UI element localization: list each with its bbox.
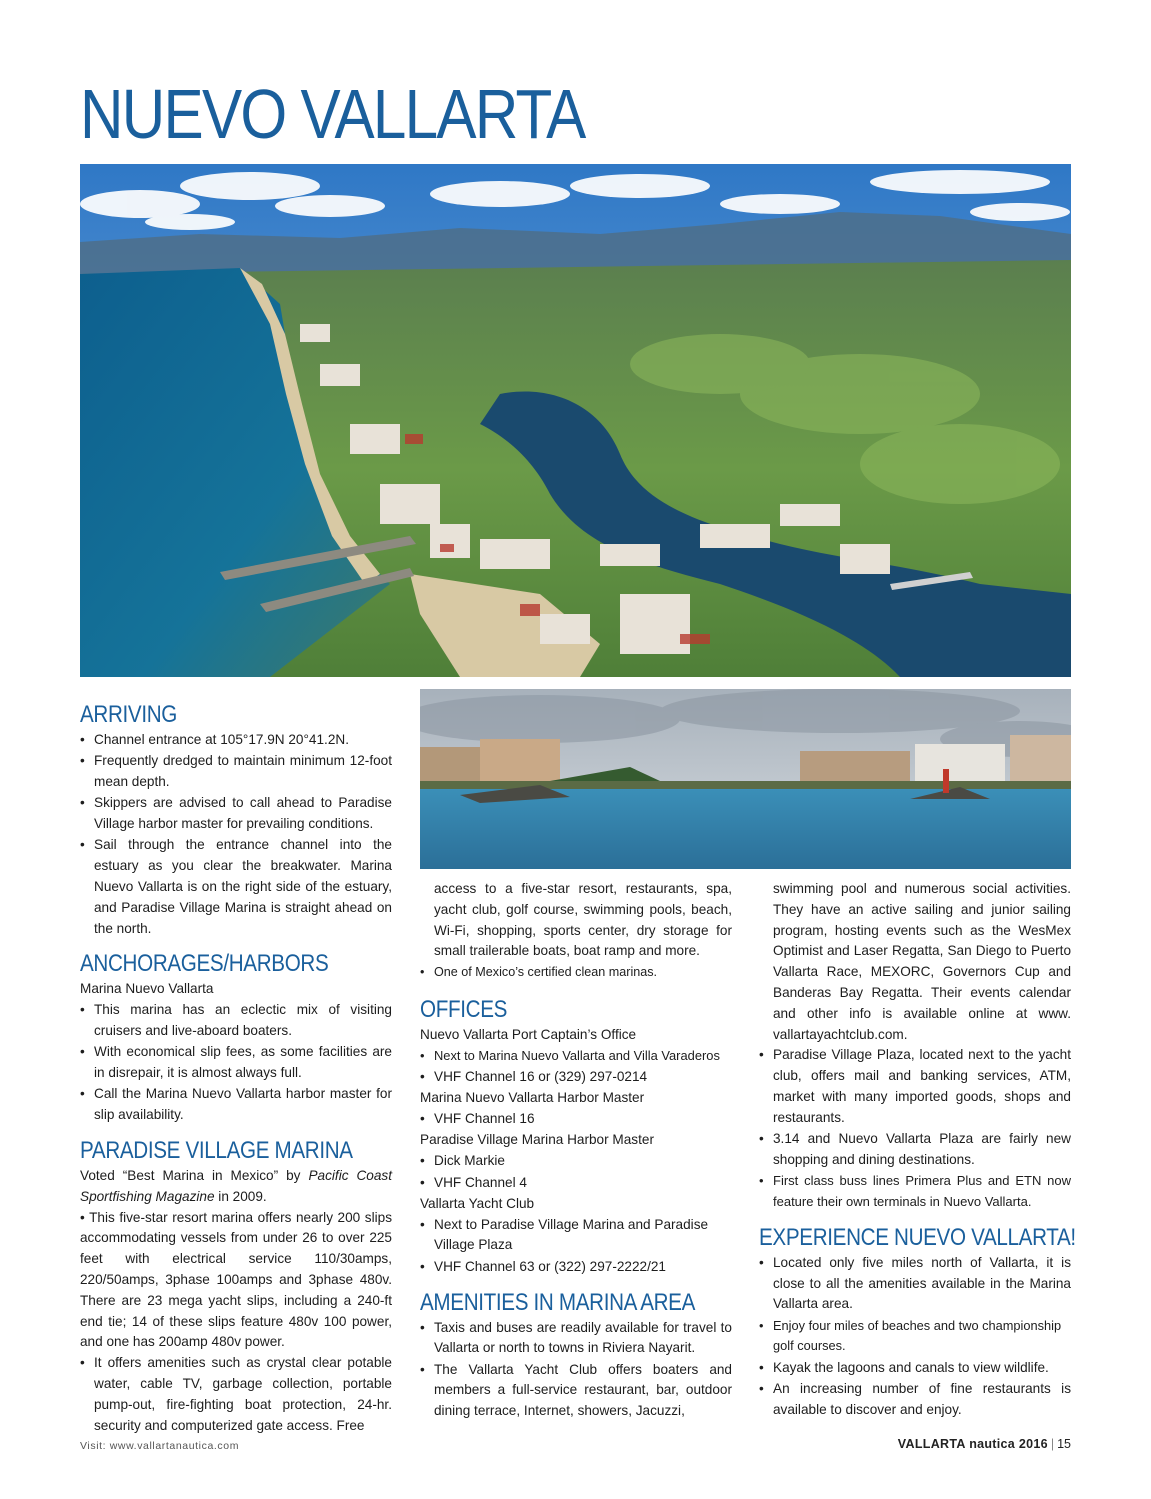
- page-title: NUEVO VALLARTA: [80, 75, 585, 153]
- page-number: 15: [1057, 1437, 1071, 1451]
- plaza-list: [759, 1045, 1071, 1212]
- port-captain-list: [420, 1046, 732, 1088]
- footer-website-link[interactable]: www.vallartanautica.com: [109, 1440, 240, 1452]
- section-heading-anchorages: ANCHORAGES/HARBORS: [80, 950, 329, 978]
- section-heading-paradise-village: PARADISE VILLAGE MARINA: [80, 1137, 353, 1165]
- list-item: • Located only five miles north of Vallarta, it is close to all the amenities available in the Marina Vallarta area.: [759, 1253, 1071, 1315]
- section-heading-arriving: ARRIVING: [80, 701, 178, 728]
- office-yacht-club: Vallarta Yacht Club: [420, 1195, 535, 1211]
- anchorages-list: [80, 1000, 392, 1126]
- column-1: [80, 700, 392, 1437]
- yacht-club-list: [420, 1215, 732, 1278]
- list-item: • Call the Marina Nuevo Vallarta harbor master for slip availability.: [80, 1084, 392, 1126]
- footer-separator: |: [1050, 1437, 1055, 1451]
- pv-master-list: [420, 1151, 732, 1193]
- experience-list: [759, 1253, 1071, 1421]
- list-item: • Skippers are advised to call ahead to Paradise Village harbor master for prevailing conditions.: [80, 793, 392, 835]
- section-heading-amenities: AMENITIES IN MARINA AREA: [420, 1288, 696, 1316]
- continued-yacht-club-text: swimming pool and numerous social activities. They have an active sailing and junior sailing program, hosting events such as the WesMex Optimist and Laser Regatta, San Diego to Puerto Vallarta Race, MEXORC, Governors Cup and Banderas Bay Regatta. Their events calendar and other info is available online at www. vallartayachtclub.com.: [773, 881, 1071, 1042]
- section-heading-offices: OFFICES: [420, 995, 508, 1023]
- list-item: • Channel entrance at 105°17.9N 20°41.2N.: [80, 730, 392, 751]
- marina-entrance-photo: [420, 689, 1071, 869]
- list-item: • The Vallarta Yacht Club offers boaters and members a full-service restaurant, bar, outdoor dining terrace, Internet, showers, Jacuzzi,: [420, 1360, 732, 1422]
- footer-visit-label: Visit:: [80, 1440, 107, 1452]
- footer-magazine-name: VALLARTA: [897, 1437, 966, 1451]
- paradise-list: [80, 1353, 392, 1436]
- arriving-list: [80, 730, 392, 939]
- aerial-photo-illustration: [80, 164, 1071, 677]
- list-item: • This marina has an eclectic mix of visiting cruisers and live-aboard boaters.: [80, 1000, 392, 1042]
- voted-text: Voted “Best Marina in Mexico” by: [80, 1168, 309, 1184]
- amenities-list: [420, 1318, 732, 1422]
- list-item: • 3.14 and Nuevo Vallarta Plaza are fairly new shopping and dining destinations.: [759, 1129, 1071, 1171]
- list-item: • With economical slip fees, as some facilities are in disrepair, it is almost always full.: [80, 1042, 392, 1084]
- footer-magazine-edition: nautica 2016: [969, 1437, 1048, 1451]
- column-2: [420, 879, 732, 1423]
- list-item: • Paradise Village Plaza, located next to the yacht club, offers mail and banking services, ATM, market with many imported goods, shops and restaurants.: [759, 1045, 1071, 1128]
- list-item: • Kayak the lagoons and canals to view wildlife.: [759, 1358, 1071, 1379]
- footer-visit: [80, 1440, 239, 1452]
- marina-nv-list: [420, 1109, 732, 1130]
- office-port-captain: Nuevo Vallarta Port Captain’s Office: [420, 1026, 637, 1042]
- continued-amenities-text: access to a five-star resort, restaurants, spa, yacht club, golf course, swimming pools, beach, Wi-Fi, shopping, sports center, dry storage for small trailerable boats, boat ramp and more.: [434, 881, 732, 959]
- section-heading-experience: EXPERIENCE NUEVO VALLARTA!: [759, 1223, 1076, 1251]
- list-item: • VHF Channel 4: [420, 1173, 732, 1194]
- office-paradise-village: Paradise Village Marina Harbor Master: [420, 1132, 654, 1148]
- subheading-marina-nuevo-vallarta: Marina Nuevo Vallarta: [80, 981, 214, 997]
- list-item: • VHF Channel 16: [420, 1109, 732, 1130]
- list-item: • Taxis and buses are readily available for travel to Vallarta or north to towns in Riviera Nayarit.: [420, 1318, 732, 1360]
- column-3: [759, 879, 1076, 1421]
- footer-folio: [898, 1437, 1071, 1451]
- magazine-name: Pacific Coast Sportfishing Magazine: [80, 1168, 392, 1204]
- list-item: • Next to Marina Nuevo Vallarta and Villa Varaderos: [420, 1046, 732, 1067]
- paradise-slips-paragraph: • This five-star resort marina offers nearly 200 slips accommodating vessels from under 26 to over 225 feet with electrical service 110/30amps, 220/50amps, 3phase 100amps and 3phase 480v. There are 23 mega yacht slips, including a 240-ft end tie; 14 of these slips feature 480v 100 power, and one has 200amp 480v power.: [80, 1209, 392, 1350]
- aerial-photo: [80, 164, 1071, 677]
- list-item: • Dick Markie: [420, 1151, 732, 1172]
- list-item: • Frequently dredged to maintain minimum 12-foot mean depth.: [80, 751, 392, 793]
- list-item: • Sail through the entrance channel into the estuary as you clear the breakwater. Marina Nuevo Vallarta is on the right side of the estuary, and Paradise Village Marina is straight ahead on the north.: [80, 835, 392, 939]
- list-item: • VHF Channel 16 or (329) 297-0214: [420, 1067, 732, 1088]
- list-item: • Next to Paradise Village Marina and Paradise Village Plaza: [420, 1215, 732, 1257]
- marina-entrance-illustration: [420, 689, 1071, 869]
- list-item: • First class buss lines Primera Plus and ETN now feature their own terminals in Nuevo Vallarta.: [759, 1171, 1071, 1213]
- list-item: • One of Mexico’s certified clean marinas.: [420, 962, 732, 983]
- list-item: • VHF Channel 63 or (322) 297-2222/21: [420, 1257, 732, 1278]
- clean-marina-list: [420, 962, 732, 983]
- list-item: • Enjoy four miles of beaches and two championship golf courses.: [759, 1316, 1071, 1358]
- list-item: • An increasing number of fine restaurants is available to discover and enjoy.: [759, 1379, 1071, 1421]
- list-item: • It offers amenities such as crystal clear potable water, cable TV, garbage collection, portable pump-out, fire-fighting boat protection, 24-hr. security and computerized gate access. Free: [80, 1353, 392, 1436]
- voted-best-marina: [80, 1166, 392, 1208]
- office-marina-nuevo-vallarta: Marina Nuevo Vallarta Harbor Master: [420, 1090, 645, 1106]
- voted-year: in 2009.: [214, 1188, 267, 1204]
